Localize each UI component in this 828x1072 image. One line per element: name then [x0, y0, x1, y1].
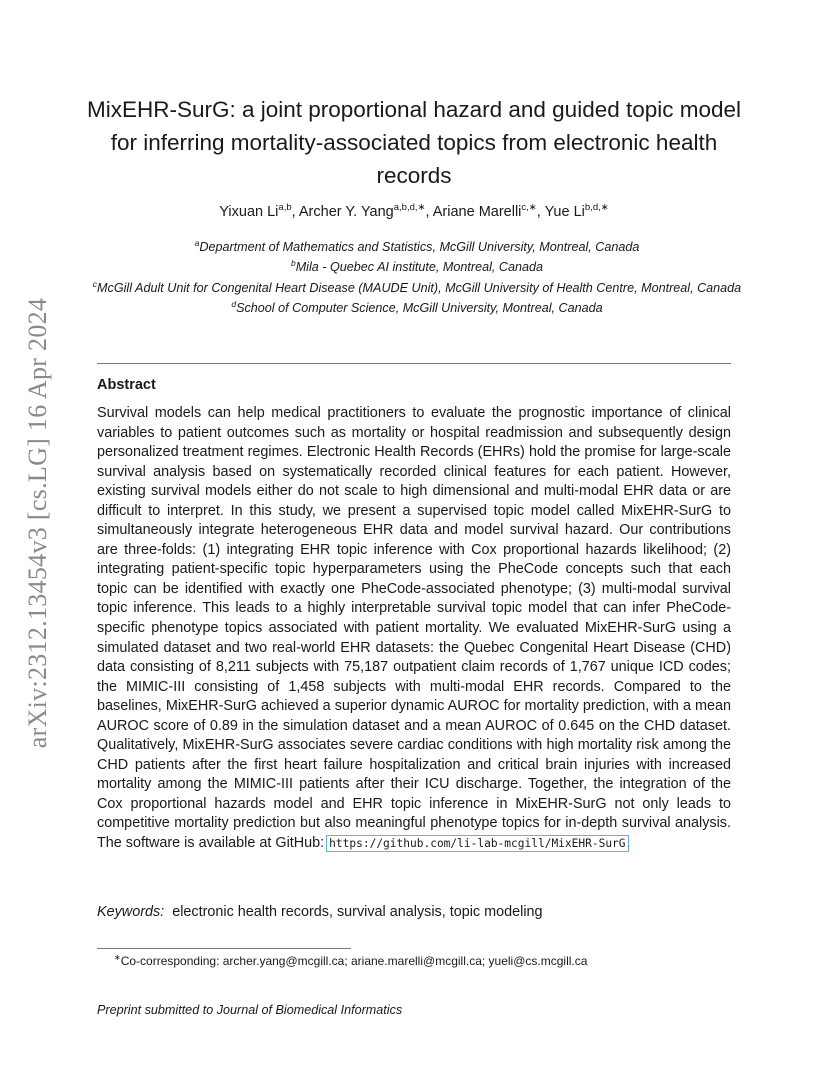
keywords — [97, 904, 543, 920]
arxiv-watermark — [18, 285, 58, 760]
abstract-divider — [97, 363, 731, 364]
affiliation-mark: b — [290, 258, 296, 269]
footnote-mark: ∗ — [114, 953, 121, 962]
author-affil-marks: a,b,d,∗ — [393, 202, 426, 213]
author-name: Yixuan Li — [219, 203, 279, 220]
abstract-end: . — [626, 835, 631, 852]
affiliation-text: School of Computer Science, McGill University, Montreal, Canada — [236, 301, 603, 316]
preprint-note: Preprint submitted to Journal of Biomedical Informatics — [97, 1003, 403, 1017]
footnote-divider — [97, 948, 351, 949]
footnote-text: Co-corresponding: archer.yang@mcgill.ca; ariane.marelli@mcgill.ca; yueli@cs.mcgill.ca — [120, 954, 588, 968]
author-affil-marks: a,b — [278, 202, 292, 213]
affiliation-list — [92, 235, 742, 317]
affiliation-text: Department of Mathematics and Statistics, McGill University, Montreal, Canada — [199, 240, 640, 255]
arxiv-id: arXiv:2312.13454v3 [cs.LG] 16 Apr 2024 — [23, 297, 52, 748]
keywords-text: electronic health records, survival analysis, topic modeling — [172, 904, 543, 920]
affiliation-mark: a — [194, 238, 200, 248]
author-affil-marks: c,∗ — [521, 202, 537, 213]
abstract-text: Survival models can help medical practitioners to evaluate the prognostic importance of clinical variables to patient outcomes such as mortality or hospital readmission and subsequently design personalized treatment regimes. Electronic Health Records (EHRs) hold the promise for large-scale survival analysis based on systematically recorded clinical features for each patient. However, existing survival models either do not scale to high dimensional and multi-modal EHR data or are difficult to interpret. In this study, we present a supervised topic model called MixEHR-SurG to simultaneously integrate heterogeneous EHR data and model survival hazard. Our contributions are three-folds: (1) integrating EHR topic inference with Cox proportional hazards likelihood; (2) integrating patient-specific topic hyperparameters using the PheCode concepts such that each topic can be identified with exactly one PheCode-associated phenotype; (3) multi-modal survival topic inference. This leads to a highly interpretable survival topic model that can infer PheCode-specific phenotype topics associated with patient mortality. We evaluated MixEHR-SurG using a simulated dataset and two real-world EHR datasets: the Quebec Congenital Heart Disease (CHD) data consisting of 8,211 subjects with 75,187 outpatient claim records of 1,767 unique ICD codes; the MIMIC-III consisting of 1,458 subjects with multi-modal EHR records. Compared to the baselines, MixEHR-SurG achieved a superior dynamic AUROC for mortality prediction, with a mean AUROC score of 0.89 in the simulation dataset and a mean AUROC of 0.645 on the CHD dataset. Qualitatively, MixEHR-SurG associates severe cardiac conditions with high mortality risk among the CHD patients after the first heart failure hospitalization and critical brain injuries with increased mortality among the MIMIC-III patients after their ICU discharge. Together, the integration of the Cox proportional hazards model and EHR topic inference in MixEHR-SurG not only leads to competitive mortality prediction but also meaningful phenotype topics for in-depth survival analysis. The software is available at GitHub: — [97, 405, 731, 852]
affiliation — [92, 235, 742, 255]
author-list: Yixuan Li$^{a,b}$, Archer Y. Yang$^{a,b,d,∗}$, Ariane Marelli$^{c,∗}$, Yue $Li^{b,d,∗}$ — [219, 202, 609, 220]
abstract-body — [97, 404, 731, 854]
author-name: Archer Y. Yang — [298, 203, 394, 220]
author-name: Ariane Marelli — [432, 203, 522, 220]
author-name: Yue Li — [544, 203, 585, 220]
affiliation — [92, 276, 742, 296]
affiliation-mark: d — [231, 299, 237, 310]
affiliation-text: McGill Adult Unit for Congenital Heart Disease (MAUDE Unit), McGill University of Health Centre, Montreal, Canada — [97, 281, 742, 296]
affiliation — [92, 296, 742, 316]
affiliation-text: Mila - Quebec AI institute, Montreal, Canada — [295, 260, 544, 275]
footnote — [114, 953, 587, 968]
keywords-label: Keywords: — [97, 904, 165, 920]
author-affil-marks: b,d,∗ — [584, 202, 609, 213]
affiliation — [92, 255, 742, 275]
abstract-heading: Abstract — [97, 377, 156, 393]
affiliation-mark: c — [92, 278, 98, 289]
paper-title: MixEHR-SurG: a joint proportional hazard and guided topic model for inferring mortality-associated topics from electronic health records — [86, 97, 742, 188]
github-link[interactable]: https://github.com/li-lab-mcgill/MixEHR-SurG — [329, 837, 626, 851]
